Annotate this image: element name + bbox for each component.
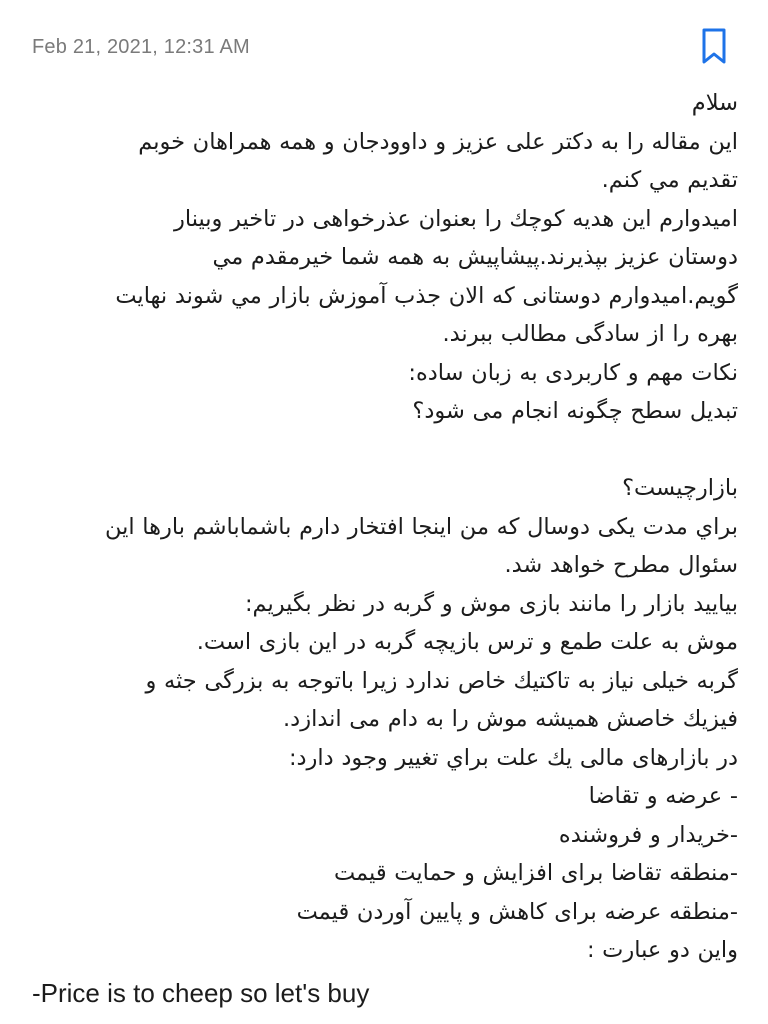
- post-line: سئوال مطرح خواهد شد.: [504, 552, 738, 578]
- post-line: بهره را از سادگی مطالب ببرند.: [442, 321, 738, 347]
- post-line: -منطقه تقاضا برای افزایش و حمایت قیمت: [333, 860, 738, 886]
- post-line: دوستان عزیز بپذیرند.پیشاپیش به همه شما خیرمقدم مي: [212, 244, 738, 270]
- post-line: در بازارهای مالی يك علت براي تغییر وجود دارد:: [288, 744, 738, 771]
- post-line: -منطقه عرضه برای کاهش و پایین آوردن قیمت: [296, 898, 738, 925]
- post-line: گويم.امیدوارم دوستانی که الان جذب آموزش بازار مي شوند نهایت: [115, 282, 738, 309]
- post-english-line: -Price is to cheep so let's buy: [32, 978, 370, 1008]
- post-line: این مقاله را به دکتر علی عزیز و داوودجان و همه همراهان خوبم: [138, 128, 738, 155]
- post-line: گربه خیلی نیاز به تاکتیك خاص ندارد زیرا باتوجه به بزرگی جثه و: [145, 667, 738, 694]
- post-line: نکات مهم و کاربردی به زبان ساده:: [408, 359, 738, 386]
- post-line: واین دو عبارت :: [586, 937, 738, 963]
- post-line: تبدیل سطح چگونه انجام می شود؟: [412, 398, 738, 424]
- post-line: براي مدت یکی دوسال که من اینجا افتخار دارم باشماباشم بارها این: [104, 513, 738, 540]
- post-line: اميدوارم این هدیه کوچك را بعنوان عذرخواهی در تاخیر وبینار: [173, 205, 738, 232]
- post-line: - عرضه و تقاضا: [588, 783, 738, 809]
- bookmark-outline-icon: [696, 26, 732, 66]
- blank-line: [32, 431, 738, 470]
- post-line: فیزیك خاصش همیشه موش را به دام می اندازد.: [283, 706, 738, 732]
- post-timestamp: Feb 21, 2021, 12:31 AM: [32, 36, 250, 58]
- post-header: [0, 0, 768, 96]
- post-line: سلام: [691, 90, 738, 116]
- post-line: موش به علت طمع و ترس بازیچه گربه در این بازی است.: [196, 629, 738, 655]
- post-line: بیایید بازار را مانند بازی موش و گربه در نظر بگیریم:: [244, 590, 738, 617]
- post-body: [32, 84, 738, 970]
- post-line: بازارچیست؟: [622, 475, 738, 501]
- post-line: تقديم مي كنم.: [601, 167, 738, 193]
- bookmark-button[interactable]: [696, 26, 732, 66]
- post-line: -خریدار و فروشنده: [558, 821, 738, 848]
